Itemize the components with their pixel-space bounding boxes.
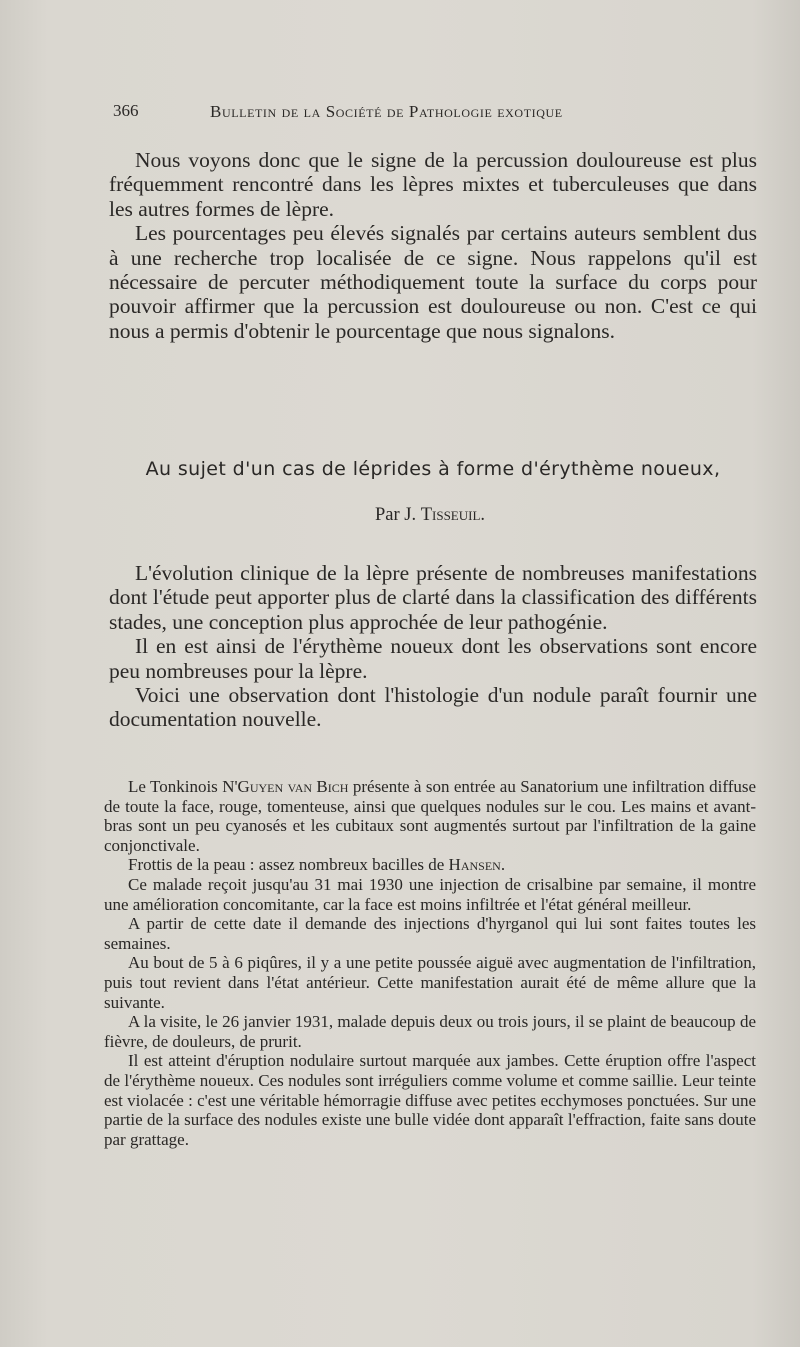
- byline: [0, 505, 800, 526]
- author-name: Tisseuil.: [420, 505, 486, 525]
- text-run: Le Tonkinois: [128, 777, 218, 796]
- clinical-observation: [104, 777, 756, 1149]
- researcher-name: Hansen.: [448, 855, 506, 875]
- paragraph: Nous voyons donc que le signe de la percussion douloureuse est plus fréquemment rencontré dans les lèpres mixtes et tuberculeuses que dans les autres formes de lèpre.: [109, 148, 757, 221]
- article-introduction: [109, 561, 757, 732]
- text-run: Frottis de la peau : assez nombreux bacilles de: [128, 855, 445, 875]
- article-title: Au sujet d'un cas de léprides à forme d'érythème noueux,: [145, 458, 721, 480]
- previous-article-conclusion: [109, 148, 757, 343]
- text-run: présente à son entrée au Sanatorium une infiltration diffuse de toute la face, rouge, tomenteuse, ainsi que quelques nodules sur le cou. Les mains et avant-bras sont un peu cyanosés et les cubitaux sont augmentés surtout par l'infiltration de la gaine conjonctivale.: [104, 777, 757, 855]
- paragraph: [104, 855, 756, 875]
- running-head: [113, 101, 673, 127]
- paragraph: Les pourcentages peu élevés signalés par certains auteurs semblent dus à une recherche trop localisée de ce signe. Nous rappelons qu'il est nécessaire de percuter méthodiquement toute la surface du corps pour pouvoir affirmer que la percussion est douloureuse ou non. C'est ce qui nous a permis d'obtenir le pourcentage que nous signalons.: [109, 221, 757, 343]
- paragraph: Il en est ainsi de l'érythème noueux dont les observations sont encore peu nombreuses pour la lèpre.: [109, 634, 757, 683]
- byline-prefix: Par J.: [374, 505, 417, 525]
- page-number: 366: [113, 101, 139, 120]
- paragraph: L'évolution clinique de la lèpre présente de nombreuses manifestations dont l'étude peut apporter plus de clarté dans la classification des différents stades, une conception plus approchée de leur pathogénie.: [109, 561, 757, 634]
- paragraph: Ce malade reçoit jusqu'au 31 mai 1930 une injection de crisalbine par semaine, il montre une amélioration concomitante, car la face est moins infiltrée et l'état général meilleur.: [104, 874, 756, 914]
- paragraph: Voici une observation dont l'histologie d'un nodule paraît fournir une documentation nouvelle.: [109, 683, 757, 732]
- journal-title: Bulletin de la Société de Pathologie exotique: [210, 102, 563, 121]
- paragraph: A la visite, le 26 janvier 1931, malade depuis deux ou trois jours, il se plaint de beaucoup de fièvre, de douleurs, de prurit.: [104, 1012, 756, 1051]
- paragraph: [104, 777, 756, 855]
- paragraph: A partir de cette date il demande des injections d'hyrganol qui lui sont faites toutes les semaines.: [104, 914, 756, 953]
- paragraph: Au bout de 5 à 6 piqûres, il y a une petite poussée aiguë avec augmentation de l'infiltration, puis tout revient dans l'état antérieur. Cette manifestation aurait été de même allure que la suivante.: [104, 953, 756, 1012]
- patient-name: N'Guyen van Bich: [222, 777, 349, 796]
- paragraph: Il est atteint d'éruption nodulaire surtout marquée aux jambes. Cette éruption offre l'aspect de l'érythème noueux. Ces nodules sont irréguliers comme volume et comme saillie. Leur teinte est violacée : c'est une véritable hémorragie diffuse avec petites ecchymoses ponctuées. Sur une partie de la surface des nodules existe une bulle vidée dont apparaît l'effraction, faite sans doute par grattage.: [104, 1051, 756, 1149]
